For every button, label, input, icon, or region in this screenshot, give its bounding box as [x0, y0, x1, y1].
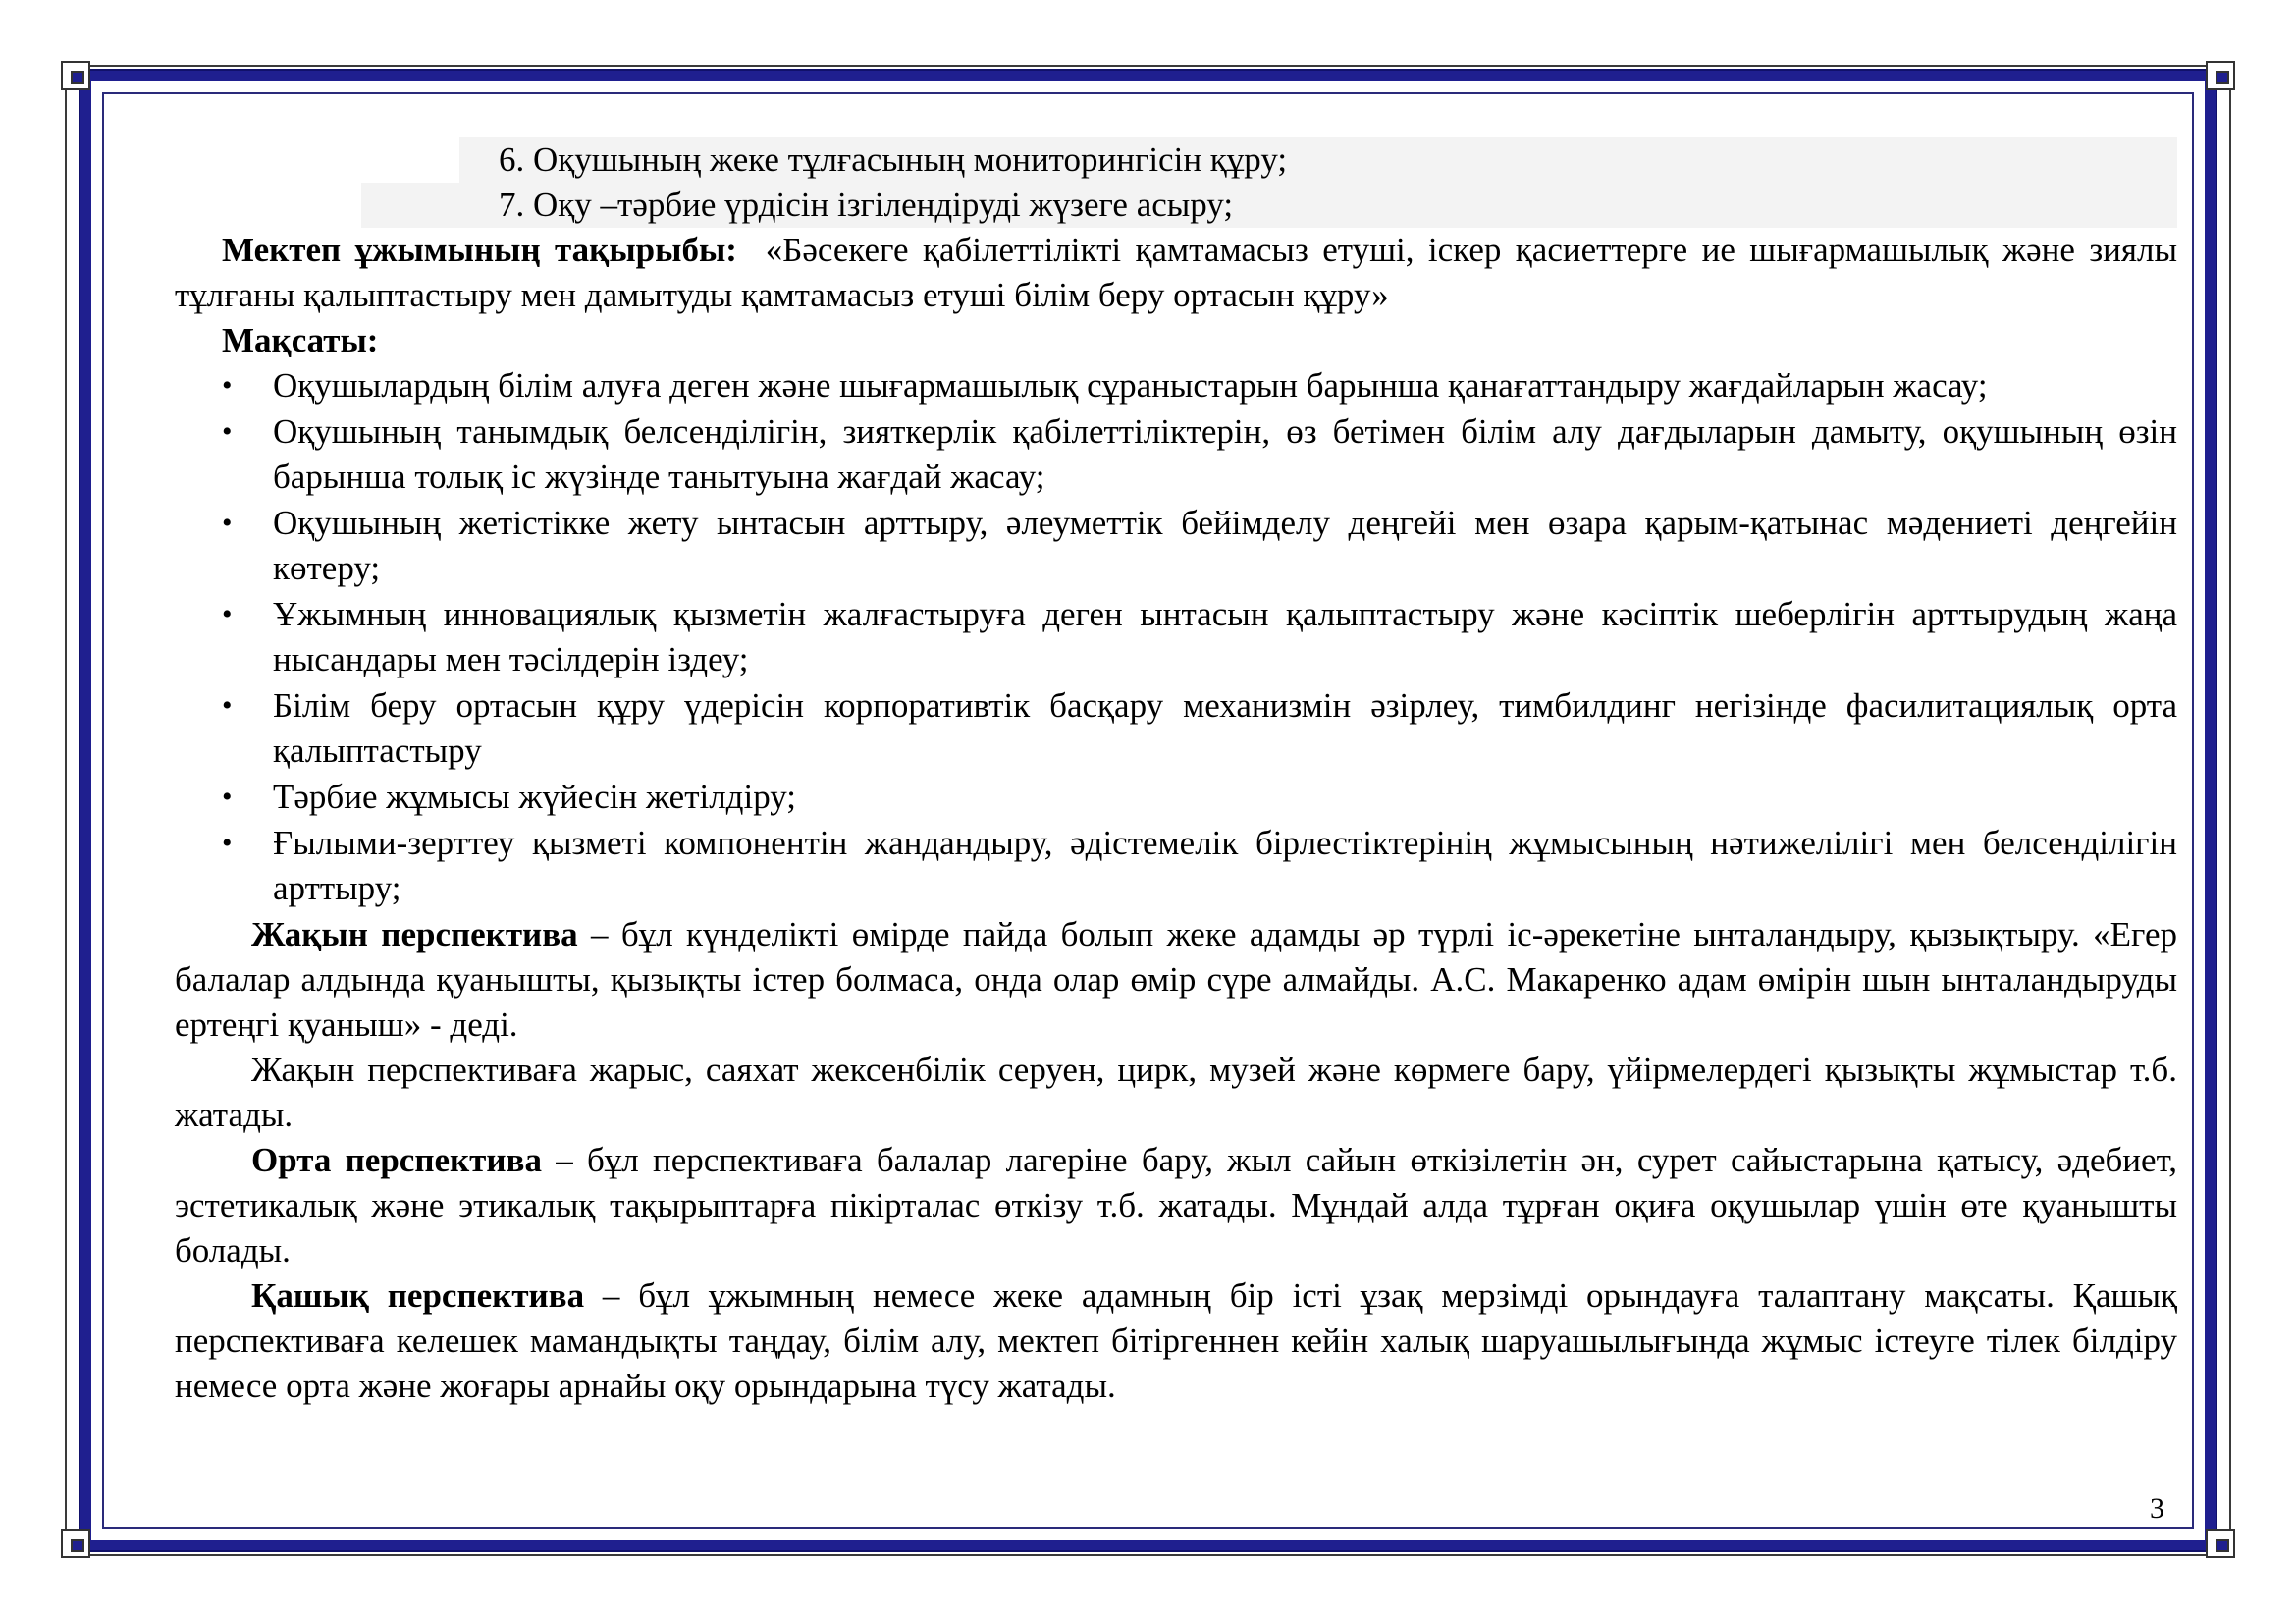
school-theme-paragraph: [175, 228, 2177, 318]
list-item: [175, 775, 2177, 820]
school-theme-label: Мектеп ұжымының тақырыбы:: [222, 231, 737, 269]
far-perspective-term: Қашық перспектива: [251, 1276, 585, 1315]
middle-perspective-term: Орта перспектива: [251, 1141, 542, 1179]
far-perspective-text: – бұл ұжымның немесе жеке адамның бір істі ұзақ мерзімді орындауға талаптану мақсаты. Қашық перспективаға келешек мамандықты таңдау, білім алу, мектеп бітіргеннен кейін халық шаруашылығында жұмыс істеуге тілек білдіру немесе орта және жоғары арнайы оқу орындарына түсу жатады.: [175, 1276, 2177, 1405]
middle-perspective-text: – бұл перспективаға балалар лагеріне бару, жыл сайын өткізілетін ән, сурет сайыстарына қатысу, әдебиет, эстетикалық және этикалық тақырыптарға пікірталас өткізу т.б. жатады. Мұндай алда тұрған оқиға оқушылар үшін өте қуанышты болады.: [175, 1141, 2177, 1270]
school-theme-text: «Бәсекеге қабілеттілікті қамтамасыз етуші, іскер қасиеттерге ие шығармашылық және зиялы тұлғаны қалыптастыру мен дамытуды қамтамасыз етуші білім беру ортасын құру»: [175, 231, 2177, 314]
bullet-icon: •: [222, 369, 233, 402]
bullet-icon: •: [222, 781, 233, 813]
near-perspective-examples: Жақын перспективаға жарыс, саяхат жексенбілік серуен, цирк, музей және көрмеге бару, үйірмелердегі қызықты жұмыстар т.б. жатады.: [175, 1051, 2177, 1134]
list-item: [175, 501, 2177, 591]
goals-heading-row: [222, 318, 2177, 363]
list-item: [175, 409, 2177, 500]
numbered-item: 6. Оқушының жеке тұлғасының мониторингісін құру;: [459, 137, 2177, 183]
list-item: [175, 363, 2177, 408]
middle-perspective-paragraph: [175, 1138, 2177, 1273]
bullet-icon: •: [222, 827, 233, 859]
goal-text: Оқушының жетістікке жету ынтасын арттыру, әлеуметтік бейімделу деңгейі мен өзара қарым-қатынас мәдениеті деңгейін көтеру;: [273, 504, 2177, 587]
goal-text: Білім беру ортасын құру үдерісін корпоративтік басқару механизмін әзірлеу, тимбилдинг негізінде фасилитациялық орта қалыптастыру: [273, 686, 2177, 770]
near-perspective-paragraph: [175, 912, 2177, 1048]
frame-corner-ornament: [2206, 61, 2235, 90]
bullet-icon: •: [222, 415, 233, 448]
far-perspective-paragraph: [175, 1273, 2177, 1409]
frame-corner-ornament: [61, 61, 90, 90]
bullet-icon: •: [222, 598, 233, 630]
near-perspective-term: Жақын перспектива: [251, 915, 578, 953]
goals-heading: Мақсаты:: [222, 321, 379, 359]
bullet-icon: •: [222, 507, 233, 539]
goal-text: Ұжымның инновациялық қызметін жалғастыруға деген ынтасын қалыптастыру және кәсіптік шеберлігін арттырудың жаңа нысандары мен тәсілдерін іздеу;: [273, 595, 2177, 678]
frame-corner-ornament: [2206, 1529, 2235, 1558]
near-perspective-text: – бұл күнделікті өмірде пайда болып жеке адамды әр түрлі іс-әрекетіне ынталандыру, қызықтыру. «Егер балалар алдында қуанышты, қызықты істер болмаса, онда олар өмір сүре алмайды. А.С. Макаренко адам өмірін шын ынталандыруды ертеңгі қуаныш» - деді.: [175, 915, 2177, 1044]
goals-list: [175, 363, 2177, 911]
goal-text: Ғылыми-зерттеу қызметі компонентін жандандыру, әдістемелік бірлестіктерінің жұмысының нәтижелілігі мен белсенділігін арттыру;: [273, 824, 2177, 907]
goal-text: Тәрбие жұмысы жүйесін жетілдіру;: [273, 778, 797, 816]
list-item: [175, 592, 2177, 682]
document-body: [175, 137, 2177, 1409]
goal-text: Оқушының танымдық белсенділігін, зияткерлік қабілеттіліктерін, өз бетімен білім алу дағдыларын дамыту, оқушының өзін барынша толық іс жүзінде танытуына жағдай жасау;: [273, 412, 2177, 496]
list-item: [175, 683, 2177, 774]
goal-text: Оқушылардың білім алуға деген және шығармашылық сұраныстарын барынша қанағаттандыру жағдайларын жасау;: [273, 366, 1988, 405]
list-item: [175, 821, 2177, 911]
bullet-icon: •: [222, 689, 233, 722]
frame-corner-ornament: [61, 1529, 90, 1558]
numbered-item: 7. Оқу –тәрбие үрдісін ізгілендіруді жүзеге асыру;: [361, 183, 2177, 228]
page-number: 3: [2150, 1492, 2164, 1525]
